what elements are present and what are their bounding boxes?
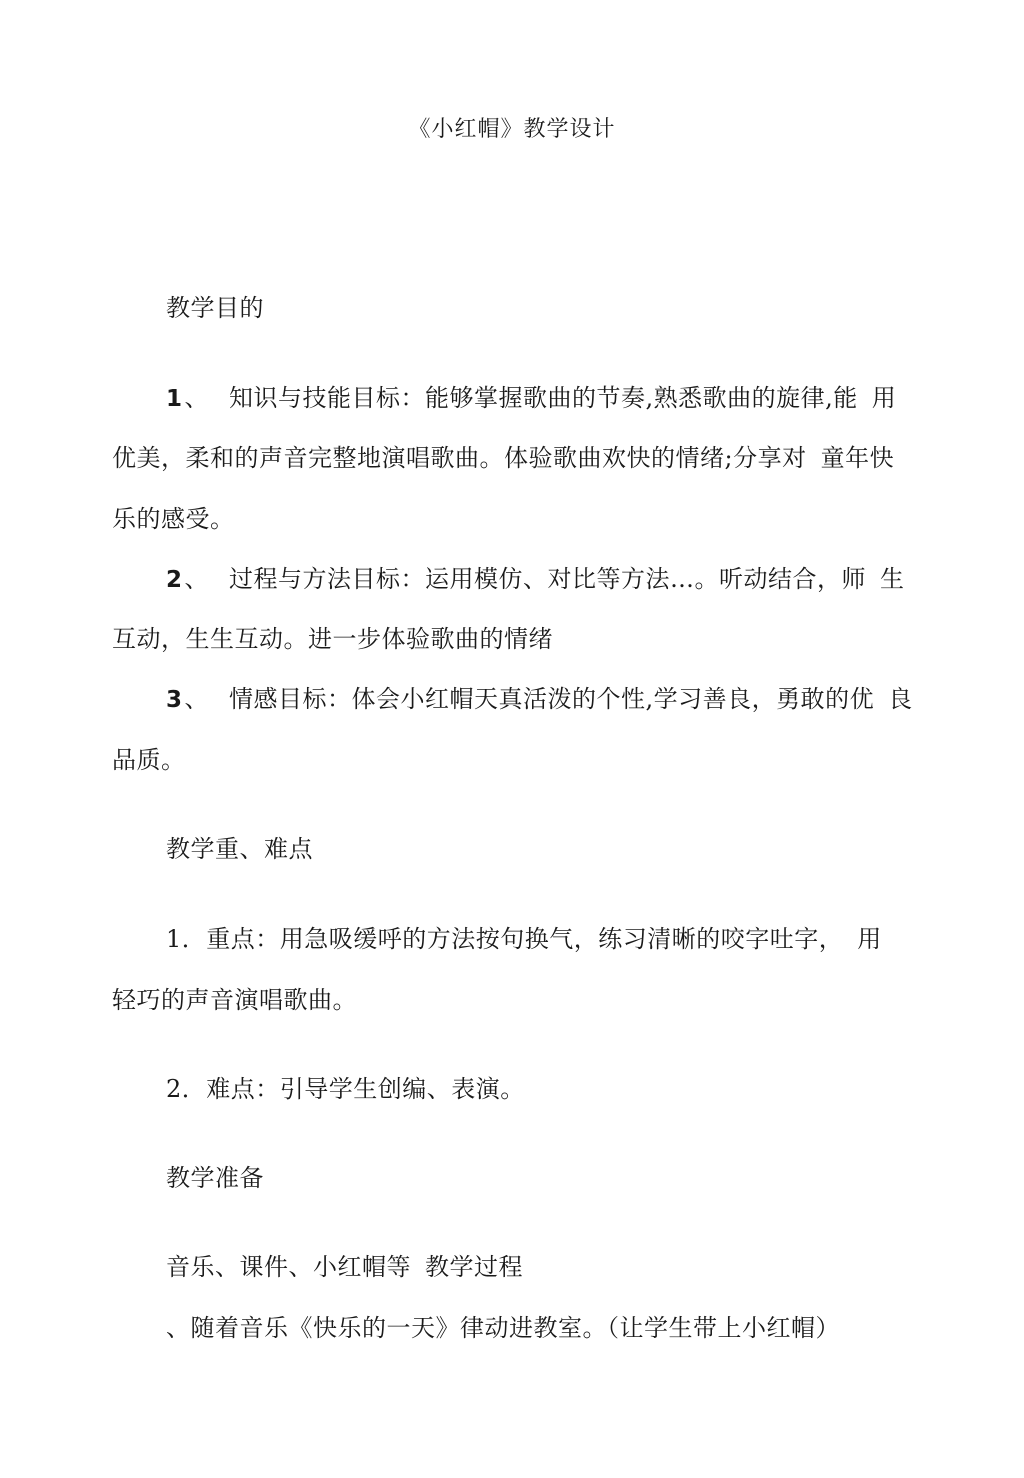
section-heading-process: 教学过程 — [425, 1253, 523, 1281]
key-point-1-text-b: 用 — [857, 925, 882, 953]
objective-3-separator: 、 — [184, 685, 210, 713]
objective-3-line-2: 品质。 — [112, 746, 186, 774]
objective-3-text-b: 良 — [888, 685, 913, 713]
objective-1-line-2-b: 童年快 — [820, 444, 895, 472]
objective-1-line-1 — [166, 378, 966, 413]
document-title: 《小红帽》教学设计 — [408, 117, 616, 142]
objective-2-line-1 — [166, 559, 966, 594]
objective-1-line-2-a: 优美，柔和的声音完整地演唱歌曲。体验歌曲欢快的情绪;分享对 — [112, 444, 807, 472]
key-point-1-text-a: 1．重点：用急吸缓呼的方法按句换气，练习清晰的咬字吐字， — [166, 925, 844, 953]
objective-3-line-1 — [166, 679, 966, 714]
section-heading-objectives: 教学目的 — [166, 294, 264, 322]
objective-2-text-b: 生 — [880, 565, 905, 593]
key-point-1-line-1 — [166, 919, 966, 954]
objective-2-line-2: 互动，生生互动。进一步体验歌曲的情绪 — [112, 625, 553, 653]
preparation-materials-line — [166, 1247, 966, 1282]
key-point-1-line-2: 轻巧的声音演唱歌曲。 — [112, 986, 357, 1014]
objective-2-text-a: 过程与方法目标：运用模仿、对比等方法…。听动结合，师 — [229, 565, 867, 593]
preparation-materials: 音乐、课件、小红帽等 — [166, 1253, 411, 1281]
objective-3-text-a: 情感目标：体会小红帽天真活泼的个性,学习善良，勇敢的优 — [229, 685, 875, 713]
objective-2-separator: 、 — [184, 565, 210, 593]
objective-1-number: 1 — [166, 386, 183, 412]
section-heading-preparation: 教学准备 — [166, 1164, 264, 1192]
objective-1-text-a: 知识与技能目标：能够掌握歌曲的节奏,熟悉歌曲的旋律,能 — [229, 384, 858, 412]
objective-1-line-2 — [112, 438, 912, 473]
objective-1-line-3: 乐的感受。 — [112, 505, 235, 533]
section-heading-key-points: 教学重、难点 — [166, 835, 313, 863]
objective-1-separator: 、 — [184, 384, 210, 412]
process-step-1: 、随着音乐《快乐的一天》律动进教室。（让学生带上小红帽） — [166, 1314, 840, 1342]
objective-1-text-b: 用 — [871, 384, 897, 412]
objective-2-number: 2 — [166, 567, 183, 593]
objective-3-number: 3 — [166, 687, 183, 713]
key-point-2: 2．难点：引导学生创编、表演。 — [166, 1075, 525, 1103]
